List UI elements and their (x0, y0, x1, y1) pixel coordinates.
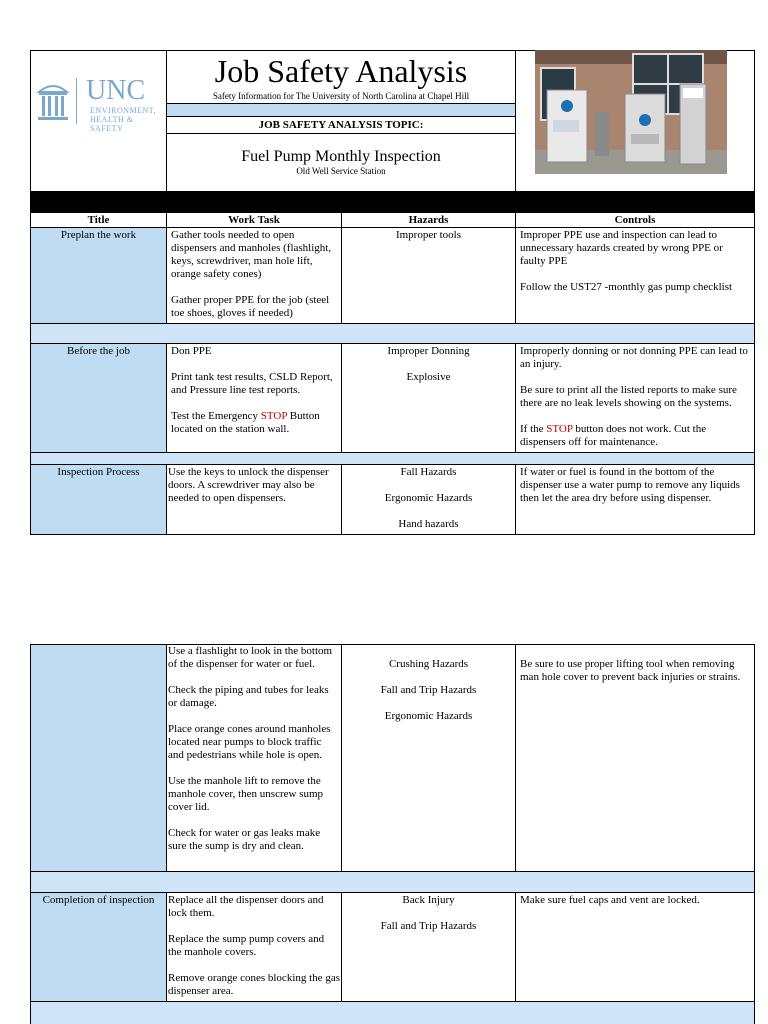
page-title: Job Safety Analysis (214, 53, 468, 89)
task-text: Print tank test results, CSLD Report, and Pressure line test reports. (171, 371, 333, 396)
controls-cell (515, 464, 755, 535)
row-spacer (30, 871, 755, 893)
text-part: Test the Emergency (171, 410, 261, 422)
task-text: Place orange cones around manholes located near pumps to block traffic and pedestrians while hole is open. (168, 723, 331, 761)
text-part: If the (520, 423, 547, 435)
task-cell (166, 464, 342, 535)
task-text: Remove orange cones blocking the gas dispenser area. (168, 972, 340, 997)
control-text: Improper PPE use and inspection can lead to unnecessary hazards created by wrong PPE or faulty PPE (520, 229, 723, 267)
row-title-preplan (30, 227, 167, 324)
control-text: Be sure to print all the listed reports to make sure there are no leak levels showing on the systems. (520, 384, 737, 409)
old-well-icon (36, 80, 70, 124)
hazard-text: Improper tools (395, 229, 462, 241)
task-cell (166, 644, 342, 872)
hazard-text: Ergonomic Hazards (384, 492, 473, 504)
stop-word: STOP (546, 423, 573, 435)
task-cell (166, 892, 342, 1002)
logo-line2: HEALTH & SAFETY (90, 115, 134, 133)
hazards-cell (341, 343, 516, 453)
stop-word: STOP (260, 410, 288, 422)
hazard-text: Hand hazards (398, 518, 459, 530)
task-text: Gather proper PPE for the job (steel toe shoes, gloves if needed) (171, 294, 330, 319)
page-subtitle: Safety Information for The University of North Carolina at Chapel Hill (212, 91, 470, 101)
topic-title: Fuel Pump Monthly Inspection (241, 148, 441, 165)
hazards-cell (341, 892, 516, 1002)
topic-divider (167, 133, 515, 134)
hazard-text: Fall Hazards (400, 466, 457, 478)
logo-divider (76, 78, 77, 124)
hazard-text: Crushing Hazards (388, 658, 469, 670)
task-text: Don PPE (171, 345, 212, 357)
col-header-hazards: Hazards (341, 212, 516, 228)
col-header-controls: Controls (515, 212, 755, 228)
task-text: Use the manhole lift to remove the manhole cover, then unscrew sump cover lid. (168, 775, 324, 813)
controls-cell (515, 227, 755, 324)
task-text: Check the piping and tubes for leaks or damage. (168, 684, 329, 709)
hazard-text: Ergonomic Hazards (384, 710, 473, 722)
text-part: button does not work. Cut the dispensers off for maintenance. (520, 423, 707, 448)
row-title-text: Completion of inspection (42, 894, 155, 906)
hazard-text: Explosive (406, 371, 451, 383)
col-header-task: Work Task (166, 212, 342, 228)
hazard-text: Fall and Trip Hazards (380, 684, 477, 696)
black-band (30, 192, 755, 212)
task-text: Gather tools needed to open dispensers and manholes (flashlight, keys, screwdriver, man hole lift, orange safety cones) (171, 229, 332, 280)
title-band (167, 103, 515, 117)
control-text: Follow the UST27 -monthly gas pump checklist (520, 281, 733, 293)
control-text: Improperly donning or not donning PPE can lead to an injury. (520, 345, 748, 370)
text-part: Button located on the station wall. (171, 410, 320, 435)
col-header-title: Title (30, 212, 167, 228)
row-spacer (30, 1001, 755, 1024)
controls-cell (515, 644, 755, 872)
topic-location: Old Well Service Station (296, 166, 386, 176)
task-cell (166, 343, 342, 453)
logo-line1: ENVIRONMENT, (90, 106, 157, 115)
hazard-text: Back Injury (402, 894, 455, 906)
control-text: If water or fuel is found in the bottom of the dispenser use a water pump to remove any liquids then let the area dry before using dispenser. (520, 466, 740, 504)
hazards-cell (341, 227, 516, 324)
task-text: Check for water or gas leaks make sure the sump is dry and clean. (168, 827, 321, 852)
hazard-text: Fall and Trip Hazards (380, 920, 477, 932)
hazards-cell (341, 644, 516, 872)
row-title-continued (30, 644, 167, 872)
task-text: Replace all the dispenser doors and lock them. (168, 894, 324, 919)
controls-cell (515, 892, 755, 1002)
unc-logo (34, 75, 166, 133)
control-text: Make sure fuel caps and vent are locked. (520, 894, 700, 906)
logo-name: UNC (86, 75, 146, 106)
fuel-pump-photo (535, 50, 727, 174)
task-cell (166, 227, 342, 324)
row-title-completion (30, 892, 167, 1002)
control-text: Be sure to use proper lifting tool when removing man hole cover to prevent back injuries or strains. (520, 658, 741, 683)
row-title-inspection (30, 464, 167, 535)
hazards-cell (341, 464, 516, 535)
control-text (520, 423, 750, 449)
task-text: Use the keys to unlock the dispenser doors. A screwdriver may also be needed to open dispensers. (168, 466, 329, 504)
row-title-text: Before the job (67, 345, 130, 357)
row-spacer (30, 323, 755, 344)
task-text: Use a flashlight to look in the bottom of the dispenser for water or fuel. (168, 645, 333, 670)
row-title-text: Preplan the work (60, 229, 137, 241)
task-text (171, 410, 337, 436)
row-title-before (30, 343, 167, 453)
task-text: Replace the sump pump covers and the manhole covers. (168, 933, 325, 958)
hazard-text: Improper Donning (387, 345, 470, 357)
row-title-text: Inspection Process (57, 466, 140, 478)
controls-cell (515, 343, 755, 453)
topic-label: JOB SAFETY ANALYSIS TOPIC: (258, 119, 424, 131)
